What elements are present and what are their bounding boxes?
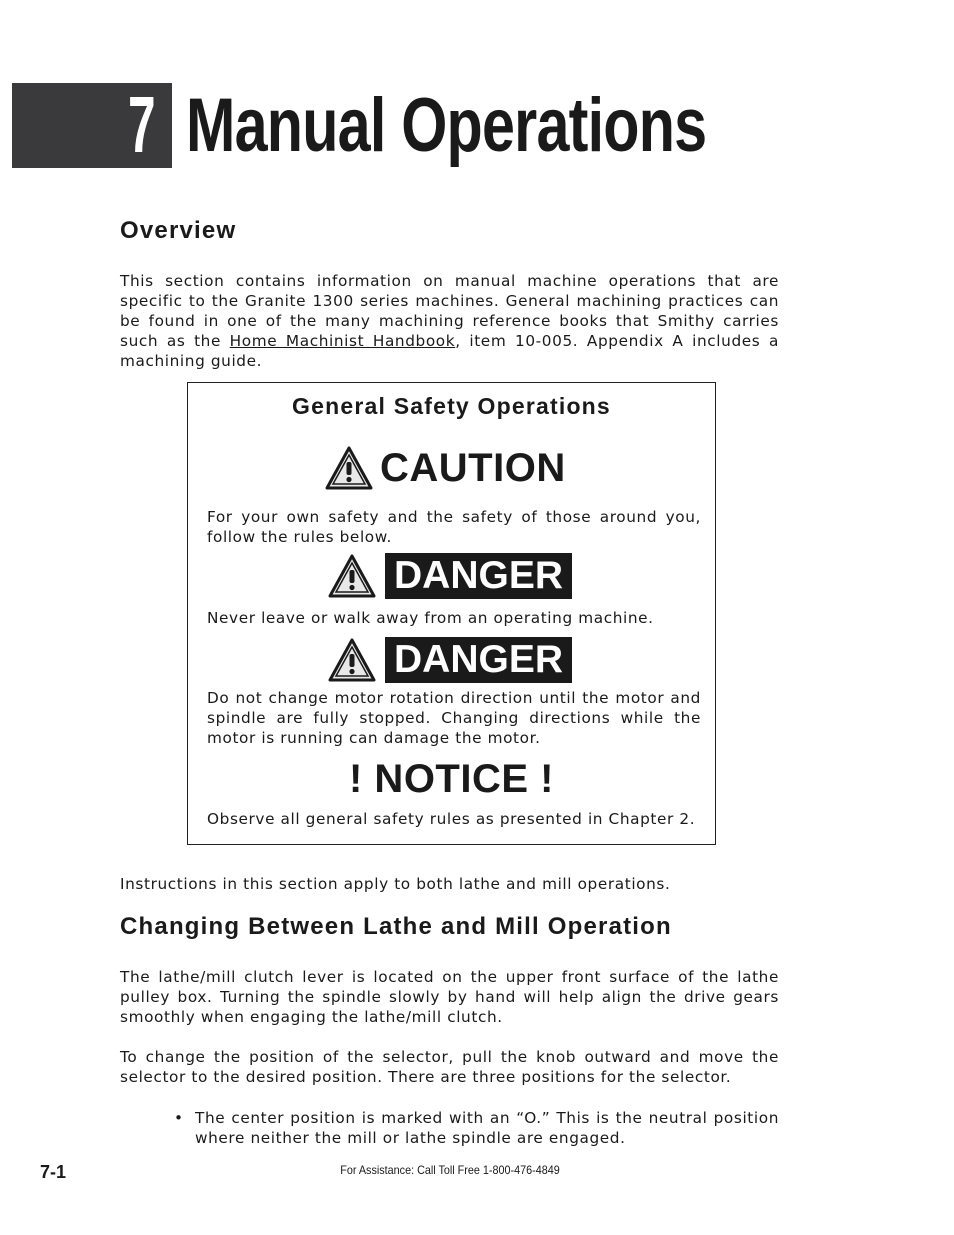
danger-sign-2 (327, 637, 572, 683)
danger-label-1: DANGER (385, 553, 572, 599)
chapter-title: Manual Operations (186, 83, 707, 168)
bullet-marker: • (174, 1109, 184, 1127)
overview-heading: Overview (120, 217, 237, 244)
warning-triangle-icon (327, 553, 377, 599)
notice-label: ! NOTICE ! (349, 757, 554, 801)
handbook-link[interactable]: Home Machinist Handbook (229, 332, 456, 350)
caution-text: For your own safety and the safety of those around you, follow the rules below. (207, 508, 701, 546)
page-number: 7-1 (40, 1162, 67, 1182)
overview-text-after-link: , item 10-005. Appendix A includes a machining guide. (120, 332, 779, 370)
danger-label-2: DANGER (385, 637, 572, 683)
changing-paragraph-2: To change the position of the selector, pull the knob outward and move the selector to the desired position. There are three positions for the selector. (120, 1048, 779, 1086)
caution-sign (324, 445, 566, 491)
warning-triangle-icon (327, 637, 377, 683)
overview-paragraph (120, 271, 779, 371)
overview-text-before-link: This section contains information on manual machine operations that are specific to the Granite 1300 series machines. General machining practices can be found in one of the many machining reference books that Smithy carries such as the (120, 272, 779, 350)
instructions-note: Instructions in this section apply to both lathe and mill operations. (120, 875, 671, 893)
safety-box-title: General Safety Operations (292, 393, 611, 419)
caution-label: CAUTION (380, 445, 566, 490)
chapter-number: 7 (128, 80, 155, 169)
general-safety-box (187, 382, 716, 845)
assistance-footer: For Assistance: Call Toll Free 1-800-476-4849 (340, 1163, 560, 1177)
bullet-text: The center position is marked with an “O.” This is the neutral position where neither the mill or lathe spindle are engaged. (195, 1109, 779, 1147)
notice-text: Observe all general safety rules as presented in Chapter 2. (207, 810, 696, 828)
danger-sign-1 (327, 553, 572, 599)
danger-text-2: Do not change motor rotation direction until the motor and spindle are fully stopped. Changing directions while the motor is running can damage the motor. (207, 689, 701, 747)
list-item (174, 1108, 779, 1148)
changing-heading: Changing Between Lathe and Mill Operation (120, 913, 672, 940)
danger-text-1: Never leave or walk away from an operating machine. (207, 609, 654, 627)
warning-triangle-icon (324, 445, 374, 491)
changing-paragraph-1: The lathe/mill clutch lever is located on the upper front surface of the lathe pulley box. Turning the spindle slowly by hand will help align the drive gears smoothly when engaging the lathe/mill clutch. (120, 968, 779, 1026)
